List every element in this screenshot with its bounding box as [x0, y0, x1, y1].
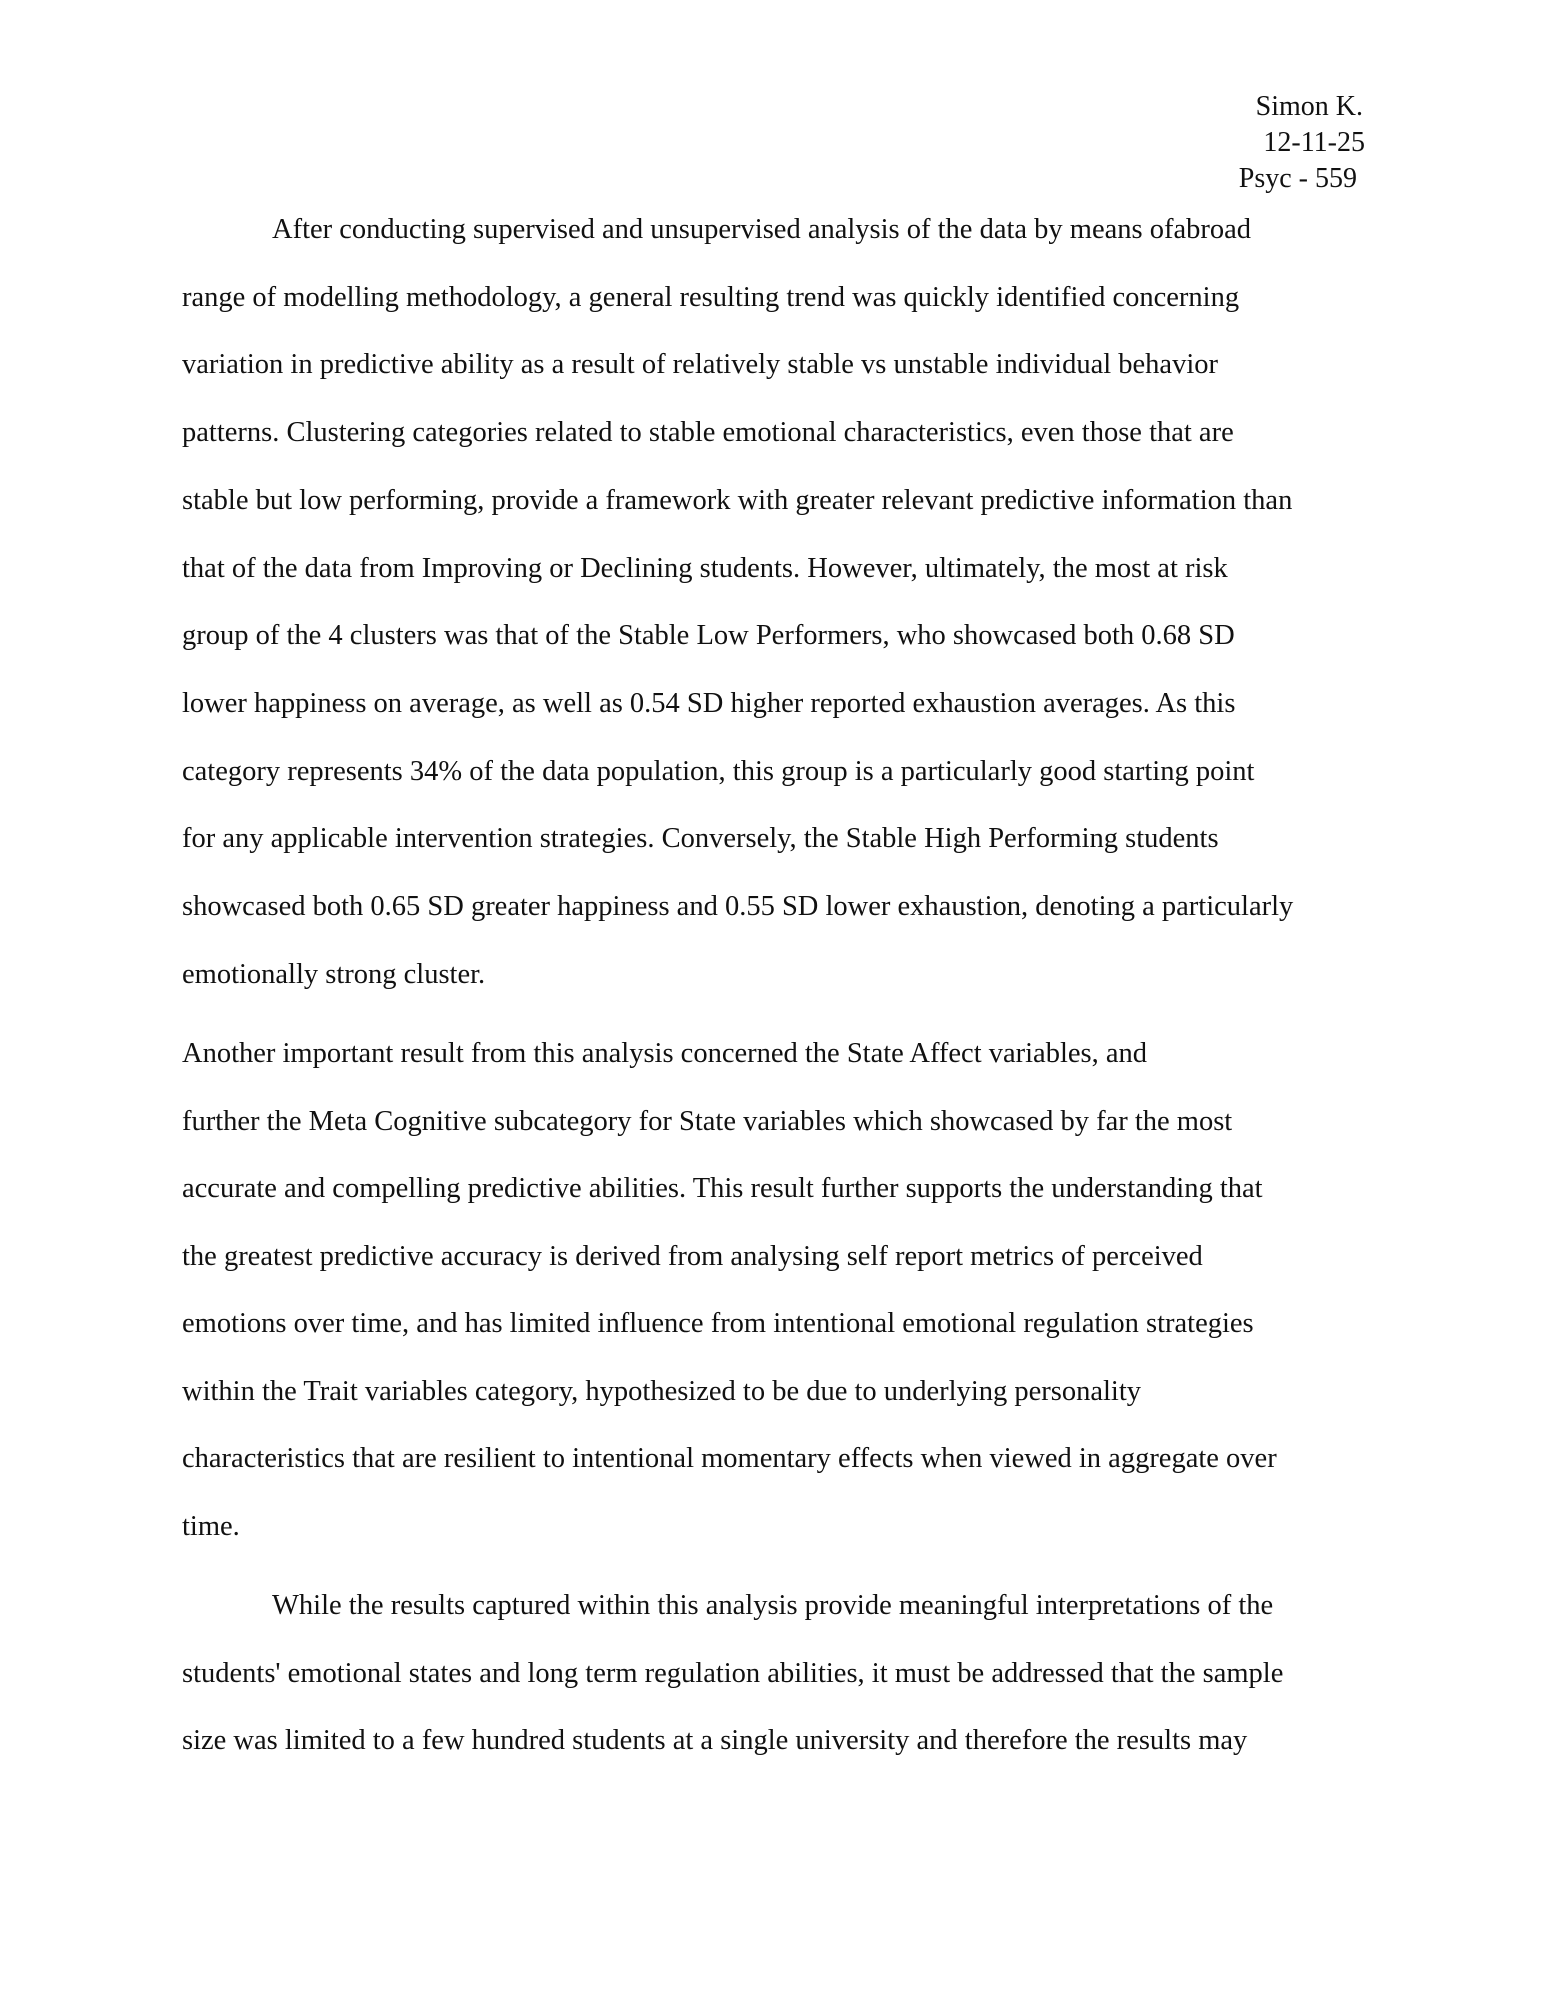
paragraph-line: lower happiness on average, as well as 0.54 SD higher reported exhaustion averages. As this — [182, 687, 1236, 719]
paragraph-line: variation in predictive ability as a result of relatively stable vs unstable individual behavior — [182, 349, 1218, 381]
paragraph-2 — [182, 1020, 1362, 1560]
paragraph-line: Another important result from this analysis concerned the State Affect variables, and — [182, 1038, 1148, 1070]
paragraph-line: within the Trait variables category, hypothesized to be due to underlying personality — [182, 1375, 1142, 1407]
paragraph-line: time. — [182, 1510, 240, 1542]
paragraph-line: emotionally strong cluster. — [182, 958, 486, 990]
author-name: Simon K. — [1255, 91, 1363, 122]
document-header — [963, 89, 1363, 197]
paragraph-line: category represents 34% of the data population, this group is a particularly good starting point — [182, 755, 1255, 787]
paragraph-line: size was limited to a few hundred students at a single university and therefore the results may — [182, 1725, 1248, 1757]
paragraph-line: that of the data from Improving or Declining students. However, ultimately, the most at risk — [182, 552, 1228, 584]
paragraph-1 — [182, 196, 1362, 1008]
paragraph-line: While the results captured within this analysis provide meaningful interpretations of the — [272, 1590, 1274, 1622]
paragraph-line: students' emotional states and long term regulation abilities, it must be addressed that the sample — [182, 1657, 1284, 1689]
document-date: 12-11-25 — [1263, 127, 1365, 158]
paragraph-line: After conducting supervised and unsupervised analysis of the data by means ofabroad — [272, 214, 1252, 245]
document-body — [182, 196, 1362, 1775]
paragraph-line: characteristics that are resilient to intentional momentary effects when viewed in aggregate over — [182, 1443, 1277, 1475]
paragraph-3 — [182, 1572, 1362, 1775]
paragraph-line: stable but low performing, provide a framework with greater relevant predictive information than — [182, 484, 1293, 516]
paragraph-line: patterns. Clustering categories related to stable emotional characteristics, even those that are — [182, 417, 1234, 449]
paragraph-line: showcased both 0.65 SD greater happiness and 0.55 SD lower exhaustion, denoting a particularly — [182, 891, 1294, 923]
paragraph-line: group of the 4 clusters was that of the Stable Low Performers, who showcased both 0.68 SD — [182, 620, 1235, 652]
paragraph-line: further the Meta Cognitive subcategory for State variables which showcased by far the most — [182, 1105, 1233, 1137]
paragraph-line: accurate and compelling predictive abilities. This result further supports the understanding that — [182, 1173, 1263, 1205]
course-code: Psyc - 559 — [1238, 163, 1357, 194]
paragraph-line: range of modelling methodology, a general resulting trend was quickly identified concerning — [182, 281, 1240, 313]
paragraph-line: for any applicable intervention strategies. Conversely, the Stable High Performing students — [182, 823, 1219, 855]
paragraph-line: the greatest predictive accuracy is derived from analysing self report metrics of perceived — [182, 1240, 1203, 1272]
paragraph-line: emotions over time, and has limited influence from intentional emotional regulation strategies — [182, 1308, 1254, 1340]
